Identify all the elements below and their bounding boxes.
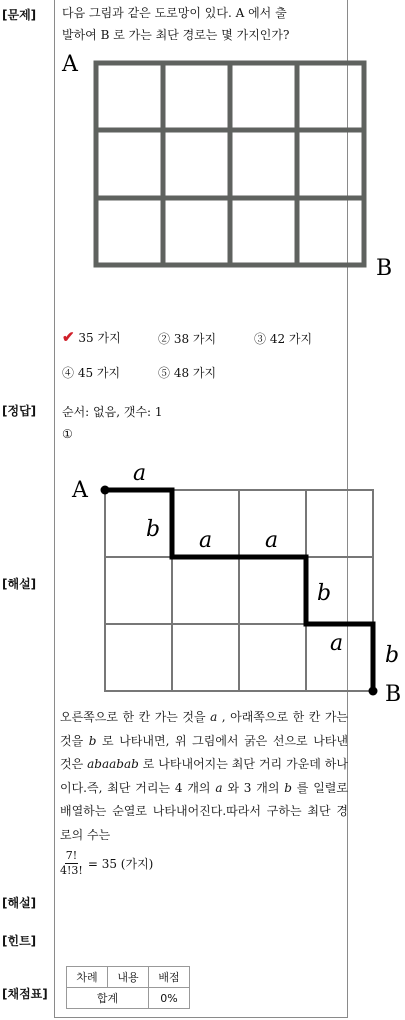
var-a: a [210, 710, 218, 724]
label-solution-2: [해설] [2, 896, 37, 910]
label-solution: [해설] [2, 577, 37, 591]
edge-label-5: b [317, 581, 332, 606]
edge-label-4: a [265, 528, 279, 553]
explanation-part-5: 와 3 개의 [222, 780, 285, 795]
explanation-text [60, 706, 348, 878]
choice-3-text: 42 가지 [269, 332, 313, 346]
solution-grid [60, 452, 405, 712]
label-answer: [정답] [2, 404, 37, 418]
solution-point-a-label: A [72, 478, 88, 503]
rubric-header-score: 배점 [149, 967, 190, 988]
choice-2[interactable] [158, 330, 216, 347]
edge-label-3: a [199, 528, 213, 553]
rubric-table [66, 966, 190, 1009]
choice-5-marker: ⑤ [158, 366, 171, 380]
label-rubric: [채점표] [2, 987, 48, 1001]
grid-lines [96, 63, 364, 265]
fraction [60, 849, 83, 878]
check-mark-icon: ✔ [62, 328, 75, 346]
var-b: b [88, 733, 97, 748]
solution-point-b-label: B [385, 682, 402, 707]
var-b-2: b [284, 780, 292, 795]
edge-label-7: b [385, 643, 400, 668]
rubric-total-label: 합계 [67, 988, 149, 1009]
rubric-total-value: 0% [149, 988, 190, 1009]
explanation-part-1: 오른쪽으로 한 칸 가는 것을 [60, 710, 211, 724]
choice-5[interactable] [158, 364, 216, 381]
edge-label-6: a [330, 631, 344, 656]
explanation-part-2: , 아래쪽으로 한 칸 가는 것을 [60, 710, 348, 748]
fraction-denominator: 4!3! [60, 864, 83, 877]
rubric-total-row [67, 988, 190, 1009]
question-text [62, 2, 346, 46]
point-a-dot [101, 486, 110, 495]
answer-block [62, 401, 342, 445]
var-word: abaabab [87, 757, 139, 771]
question-line-2: 발하여 B 로 가는 최단 경로는 몇 가지인가? [62, 28, 290, 42]
rubric-header-row [67, 967, 190, 988]
fraction-numerator: 7! [65, 849, 78, 862]
choice-5-text: 48 가지 [173, 366, 217, 380]
point-b-label: B [376, 256, 393, 281]
choice-2-text: 38 가지 [173, 332, 217, 346]
choice-4-marker: ④ [62, 366, 75, 380]
question-line-1: 다음 그림과 같은 도로망이 있다. A 에서 출 [62, 6, 287, 20]
rubric-header-content: 내용 [108, 967, 149, 988]
answer-line-2: ① [62, 427, 73, 441]
formula-result: = 35 (가지) [87, 856, 154, 871]
choice-3[interactable] [254, 330, 312, 347]
explanation-part-4: 로 나타내어지는 최단 거리 가운데 하나이다.즉, 최단 거리는 4 개의 [60, 757, 348, 795]
answer-line-1: 순서: 없음, 갯수: 1 [62, 405, 163, 419]
point-a-label: A [62, 52, 78, 77]
choice-4-text: 45 가지 [77, 366, 121, 380]
label-hint: [힌트] [2, 934, 37, 948]
var-a-2: a [215, 780, 223, 795]
rubric-header-order: 차례 [67, 967, 108, 988]
point-b-dot [369, 687, 378, 696]
explanation-part-6: 를 일렬로 배열하는 순열로 나타내어진다.따라서 구하는 최단 경로의 수는 [60, 780, 348, 842]
choice-3-marker: ③ [254, 332, 267, 346]
label-problem: [문제] [2, 8, 37, 22]
choice-1-text: 35 가지 [78, 331, 121, 345]
choice-1[interactable] [62, 328, 121, 346]
explanation-part-3: 로 나타내면, 위 그림에서 굵은 선으로 나타낸 것은 [60, 733, 348, 771]
formula [60, 849, 348, 878]
edge-label-2: b [146, 517, 161, 542]
question-grid [58, 50, 404, 282]
edge-label-1: a [133, 461, 147, 486]
choice-2-marker: ② [158, 332, 171, 346]
choice-4[interactable] [62, 364, 120, 381]
